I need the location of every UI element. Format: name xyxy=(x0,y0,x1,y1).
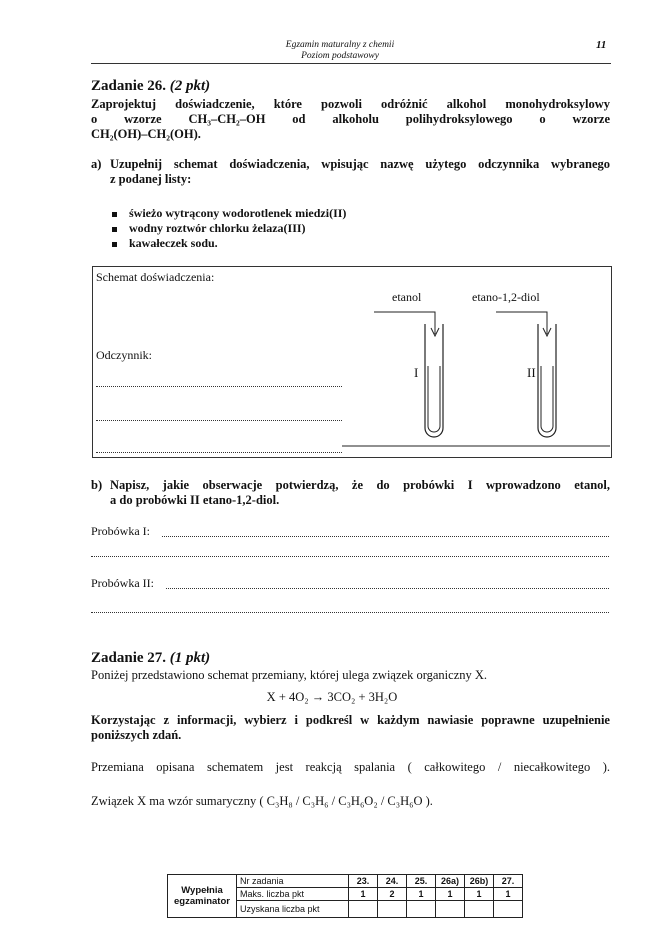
apparatus-drawing xyxy=(92,266,610,456)
header-line1: Egzamin maturalny z chemii xyxy=(285,40,395,50)
tube1-answer-line[interactable] xyxy=(91,556,609,557)
arrow-ethanol-icon xyxy=(374,312,435,334)
row-label: Maks. liczba pkt xyxy=(237,888,349,901)
label-ethanol: etanol xyxy=(392,290,422,304)
task26-intro-line1: Zaprojektuj doświadczenie, które pozwoli odróżnić alkohol monohydroksylowy xyxy=(91,97,610,111)
task27-intro: Poniżej przedstawiono schemat przemiany, której ulega związek organiczny X. xyxy=(91,668,488,682)
task27-sentence1: Przemiana opisana schematem jest reakcją spalania ( całkowitego / niecałkowitego ). xyxy=(91,760,610,774)
task26-intro-line2: o wzorze CH₃–CH₂–OH od alkoholu polihydroksylowego o wzorze xyxy=(91,112,610,126)
scheme-title: Schemat doświadczenia: xyxy=(96,270,215,284)
max-points-cell: 2 xyxy=(378,888,407,901)
score-cell[interactable] xyxy=(349,901,378,918)
bullet-icon xyxy=(112,227,117,232)
task-number-cell: 26a) xyxy=(436,875,465,888)
tube2-answer-line[interactable] xyxy=(166,588,609,589)
tube1-answer-line[interactable] xyxy=(162,536,609,537)
tube-1-label: I xyxy=(414,365,419,380)
part-b-line1: Napisz, jakie obserwacje potwierdzą, że do probówki I wprowadzono etanol, xyxy=(110,478,610,492)
score-cell[interactable] xyxy=(378,901,407,918)
row-label: Uzyskana liczba pkt xyxy=(237,901,349,918)
max-points-cell: 1 xyxy=(465,888,494,901)
header-rule xyxy=(91,63,611,64)
task-number-cell: 24. xyxy=(378,875,407,888)
part-a-line1: Uzupełnij schemat doświadczenia, wpisując nazwę użytego odczynnika wybranego xyxy=(110,157,610,171)
score-cell[interactable] xyxy=(436,901,465,918)
task26-title: Zadanie 26. (2 pkt) xyxy=(91,78,211,94)
reagent-item: kawałeczek sodu. xyxy=(112,236,218,250)
task-number-cell: 26b) xyxy=(465,875,494,888)
task-number-cell: 27. xyxy=(494,875,523,888)
max-points-cell: 1 xyxy=(436,888,465,901)
reagent-item: świeżo wytrącony wodorotlenek miedzi(II) xyxy=(112,206,346,220)
task-number-cell: 23. xyxy=(349,875,378,888)
arrow-diol-icon xyxy=(496,312,547,334)
test-tube-1-liquid xyxy=(428,366,440,432)
score-cell[interactable] xyxy=(407,901,436,918)
task27-instruction-line1: Korzystając z informacji, wybierz i podkreśl w każdym nawiasie poprawne uzupełnienie xyxy=(91,713,610,727)
bullet-icon xyxy=(112,242,117,247)
reagent-label: Odczynnik: xyxy=(96,348,152,362)
task-number-cell: 25. xyxy=(407,875,436,888)
tube2-answer-line[interactable] xyxy=(91,612,609,613)
max-points-cell: 1 xyxy=(349,888,378,901)
max-points-cell: 1 xyxy=(407,888,436,901)
part-a-label: a) xyxy=(91,157,102,171)
score-cell[interactable] xyxy=(465,901,494,918)
tube2-answer-label: Probówka II: xyxy=(91,576,154,590)
part-b-label: b) xyxy=(91,478,103,492)
grader-label: Wypełnia egzaminator xyxy=(168,875,237,918)
task27-title: Zadanie 27. (1 pkt) xyxy=(91,650,211,666)
page-number: 11 xyxy=(596,39,607,51)
score-cell[interactable] xyxy=(494,901,523,918)
task27-equation: X + 4O₂ → 3CO₂ + 3H₂O xyxy=(266,690,398,704)
part-b-line2: a do probówki II etano-1,2-diol. xyxy=(110,493,280,507)
header-line2: Poziom podstawowy xyxy=(301,51,379,61)
task27-instruction-line2: poniższych zdań. xyxy=(91,728,182,742)
row-label: Nr zadania xyxy=(237,875,349,888)
reagent-item: wodny roztwór chlorku żelaza(III) xyxy=(112,221,306,235)
max-points-cell: 1 xyxy=(494,888,523,901)
task27-sentence2: Związek X ma wzór sumaryczny ( C₃H₈ / C₃H₆ / C₃H₆O₂ / C₃H₆O ). xyxy=(91,794,433,808)
bullet-icon xyxy=(112,212,117,217)
label-diol: etano-1,2-diol xyxy=(472,290,540,304)
tube1-answer-label: Probówka I: xyxy=(91,524,150,538)
tube-2-label: II xyxy=(527,365,536,380)
task26-intro-line3: CH₂(OH)–CH₂(OH). xyxy=(91,127,201,141)
part-a-line2: z podanej listy: xyxy=(110,172,192,186)
grading-table xyxy=(167,874,523,918)
test-tube-2-liquid xyxy=(541,366,553,432)
